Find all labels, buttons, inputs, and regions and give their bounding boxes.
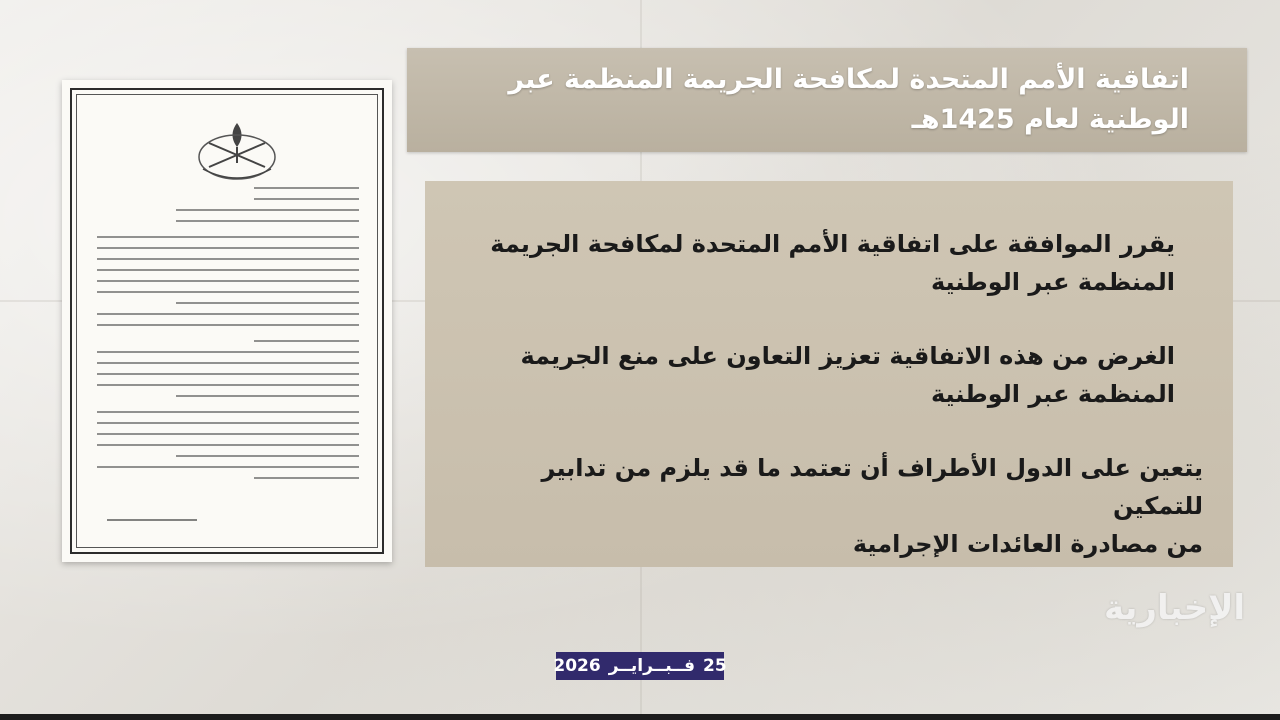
- date-month: فــبــرايــر: [608, 656, 695, 676]
- document-border: [70, 88, 384, 554]
- title-line-1: اتفاقية الأمم المتحدة لمكافحة الجريمة المنظمة عبر: [508, 64, 1189, 95]
- title-line-2: الوطنية لعام 1425هـ: [911, 104, 1189, 135]
- content-panel: [425, 181, 1233, 567]
- decree-document-image: [62, 80, 392, 562]
- signature: [107, 509, 197, 521]
- page-title: [469, 60, 1189, 140]
- date-bar: [553, 652, 727, 680]
- point-obligation: يتعين على الدول الأطراف أن تعتمد ما قد يلزم من تدابير للتمكين من مصادرة العائدات الإجرامية: [541, 454, 1203, 558]
- document-text-lines: [97, 187, 359, 488]
- date-day: 25: [702, 656, 727, 676]
- title-banner: [407, 48, 1247, 152]
- point-purpose: الغرض من هذه الاتفاقية تعزيز التعاون على منع الجريمة المنظمة عبر الوطنية: [520, 342, 1175, 408]
- emblem-icon: [195, 117, 279, 183]
- channel-logo: الإخبارية: [1104, 588, 1246, 628]
- point-approval: يقرر الموافقة على اتفاقية الأمم المتحدة لمكافحة الجريمة المنظمة عبر الوطنية: [490, 230, 1175, 296]
- date-year: 2026: [553, 656, 601, 676]
- bottom-edge: [0, 714, 1280, 720]
